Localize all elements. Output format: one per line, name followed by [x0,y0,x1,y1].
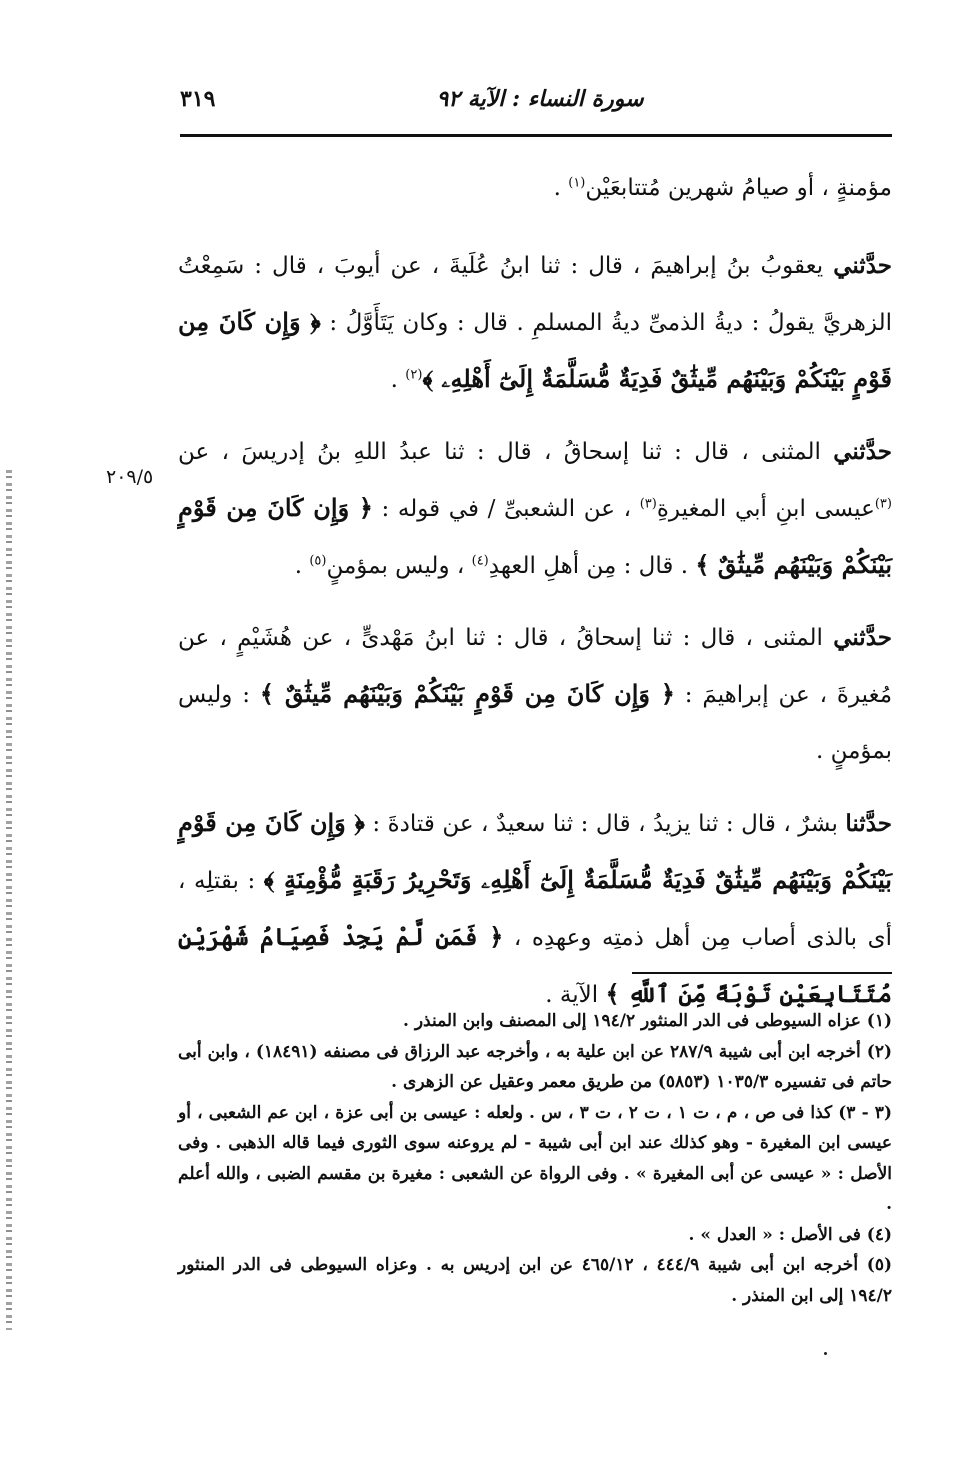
paragraph-text: مؤمنةٍ ، أو صيامُ شهرين مُتتابعَيْن [585,175,892,201]
footnote-ref: (٣) [874,496,892,512]
footnote-ref: (٣) [639,496,657,512]
paragraph-text: . قال : مِن أهلِ العهدِ [488,553,696,579]
narration-keyword: حدَّثنا [845,810,892,837]
header-rule [180,134,892,137]
footnotes [178,1006,892,1311]
paragraph-5 [178,795,892,1023]
paragraph-text: المثنى ، قال : ثنا إسحاقُ ، قال : ثنا ابنُ مَهْدىٍّ ، عن هُشَيْمٍ ، عن مُغيرةَ ، عن إبراهيمَ : [178,625,893,708]
paragraph-end: . [390,367,406,393]
page-header [180,82,892,126]
paragraph-text: ، وليس بمؤمنٍ [326,553,472,579]
paragraph-text: : بقتلِه ، أى بالذى أصاب مِن أهل ذمتِه وعهدِه ، [178,868,892,951]
paragraph-text: ، عن الشعبىِّ / في قوله : [372,496,640,522]
paragraph-2 [178,238,892,408]
narration-keyword: حدَّثني [833,252,892,279]
quran-verse: ﴿ فَمَن لَّمْ يَجِدْ فَصِيَامُ شَهْرَيْنِ مُتَتَابِعَيْنِ تَوْبَةً مِّنَ ٱللَّهِ ﴾ [178,922,892,1008]
page-mark [824,1352,827,1355]
quran-verse: ﴿ وَإِن كَانَ مِن قَوْمٍ بَيْنَكُمْ وَبَيْنَهُم مِّيثَٰقٌ ﴾ [178,493,892,579]
paragraph-text: الآية . [545,982,606,1008]
paragraph-4 [178,610,892,779]
main-text [178,160,892,1039]
paragraph-text: بشرٌ ، قال : ثنا يزيدُ ، قال : ثنا سعيدٌ ، عن قتادةَ : [364,811,846,837]
footnote-ref: (١) [568,175,586,191]
page-number: ٣١٩ [180,86,216,112]
paragraph-3 [178,424,892,594]
quran-verse: ﴿ وَإِن كَانَ مِن قَوْمٍ بَيْنَكُمْ وَبَيْنَهُم مِّيثَٰقٌ ﴾ [259,679,675,708]
footnote-4: (٤) فى الأصل : « العدل » . [688,1224,892,1245]
footnote-1: (١) عزاه السيوطى فى الدر المنثور ١٩٤/٢ إلى المصنف وابن المنذر . [402,1011,892,1031]
binding-edge [6,470,12,1330]
footnote-5: (٥) أخرجه ابن أبى شيبة ٤٤٤/٩ ، ٤٦٥/١٢ عن ابن إدريس به . وعزاه السيوطى فى الدر المنثور ١٩٤/٢ إلى ابن المنذر . [178,1255,892,1306]
paragraph-1 [178,160,892,216]
paragraph-text: عيسى ابنِ أبي المغيرةِ [656,496,875,522]
footnote-ref: (٥) [309,553,327,569]
quran-verse: ﴿ وَإِن كَانَ مِن قَوْمٍ بَيْنَكُمْ وَبَيْنَهُم مِّيثَٰقٌ فَدِيَةٌ مُّسَلَّمَةٌ إِلَىٰٓ أَهْلِهِۦ ﴾ [178,307,892,393]
margin-reference: ٢٠٩/٥ [106,466,154,488]
paragraph-end: . [553,175,569,201]
footnote-rule [632,972,892,974]
paragraph-text: : وليس بمؤمنٍ . [178,682,892,764]
paragraph-end: . [294,553,310,579]
footnote-3: (٣ - ٣) كذا فى ص ، م ، ت ١ ، ت ٢ ، ت ٣ ، س . ولعله : عيسى بن أبى عزة ، ابن عم الشعبى ، أو عيسى ابن المغيرة - وهو كذلك عند ابن أبى شيبة - لم يروعنه سوى الثورى فيما قاله الذهبى . وفى الأصل : « عيسى عن أبى المغيرة » . وفى الرواة عن الشعبى : مغيرة بن مقسم الضبى ، والله أعلم . [178,1102,892,1214]
running-title: سورة النساء : الآية ٩٢ [436,86,644,112]
footnote-ref: (٤) [471,553,489,569]
paragraph-text: يعقوبُ بنُ إبراهيمَ ، قال : ثنا ابنُ عُلَيةَ ، عن أيوبَ ، قال : سَمِعْتُ الزهريَّ يقولُ : ديةُ الذمىِّ ديةُ المسلمِ . قال : وكان يَتَأَوَّلُ : [178,253,892,336]
narration-keyword: حدَّثني [833,438,892,465]
footnote-2: (٢) أخرجه ابن أبى شيبة ٢٨٧/٩ عن ابن علية به ، وأخرجه عبد الرزاق فى مصنفه (١٨٤٩١) ، وابن أبى حاتم فى تفسيره ١٠٣٥/٣ (٥٨٥٣) من طريق معمر وعقيل عن الزهرى . [178,1041,892,1092]
paragraph-text: المثنى ، قال : ثنا إسحاقُ ، قال : ثنا عبدُ اللهِ بنُ إدريسَ ، عن [178,439,834,465]
quran-verse: ﴿ وَإِن كَانَ مِن قَوْمٍ بَيْنَكُمْ وَبَيْنَهُم مِّيثَٰقٌ فَدِيَةٌ مُّسَلَّمَةٌ إِلَىٰٓ أَهْلِهِۦ وَتَحْرِيرُ رَقَبَةٍ مُّؤْمِنَةٍ ﴾ [178,808,892,894]
footnote-ref: (٢) [405,367,423,383]
narration-keyword: حدَّثني [833,624,892,651]
